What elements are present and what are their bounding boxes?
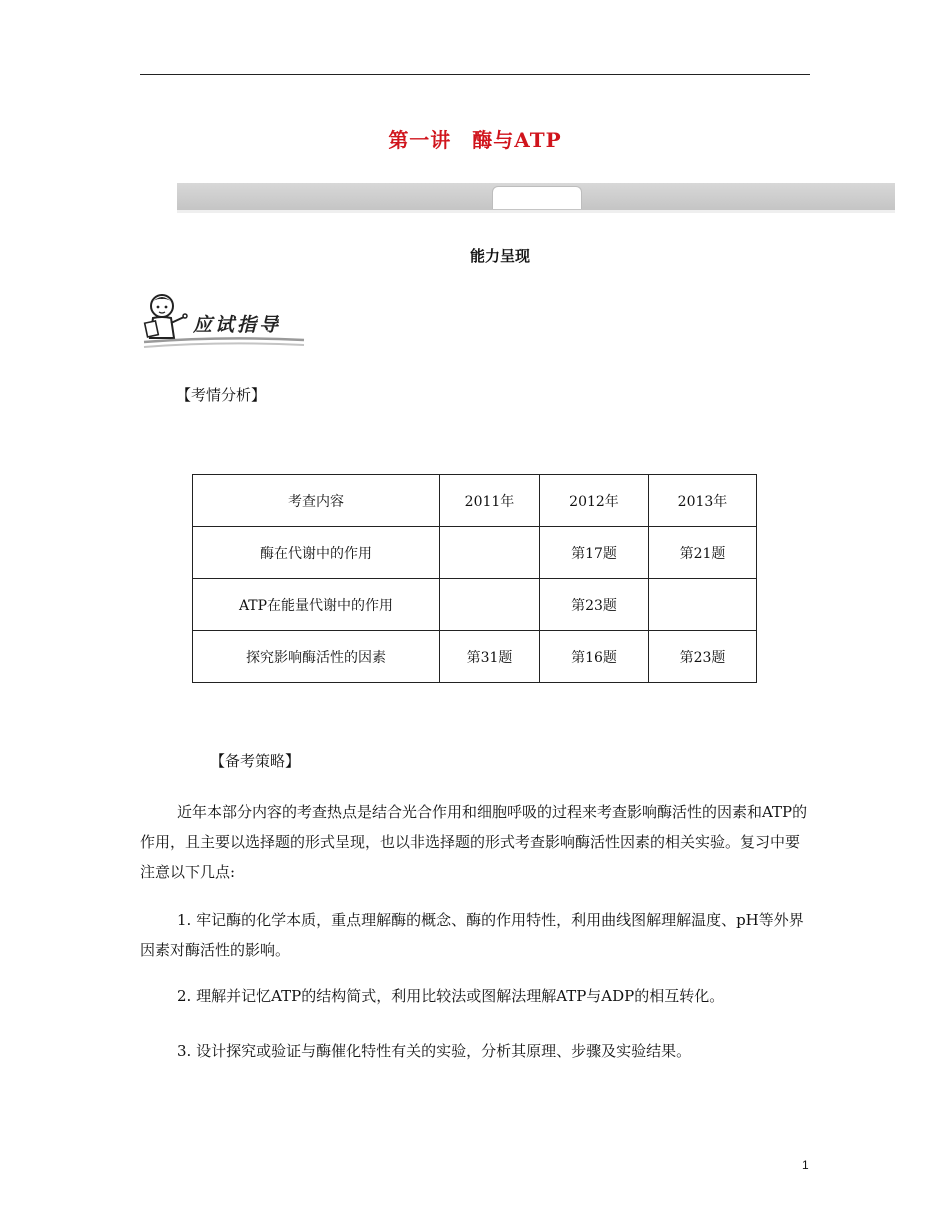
table-header-cell: 考查内容 [193, 475, 440, 527]
table-cell [440, 527, 540, 579]
table-cell: 第23题 [649, 631, 757, 683]
table-header-cell: 2012年 [540, 475, 649, 527]
section-banner-line [177, 210, 895, 213]
table-cell: 探究影响酶活性的因素 [193, 631, 440, 683]
table-header-row [193, 475, 757, 527]
header-rule [140, 74, 810, 75]
table-cell: 第23题 [540, 579, 649, 631]
table-cell: 第21题 [649, 527, 757, 579]
section-heading: 能力呈现 [469, 247, 530, 265]
study-tip: 1. 牢记酶的化学本质，重点理解酶的概念、酶的作用特性，利用曲线图解理解温度、pH等外界因素对酶活性的影响。 [140, 911, 804, 959]
table-row [193, 579, 757, 631]
table-header-cell: 2011年 [440, 475, 540, 527]
table-row [193, 631, 757, 683]
intro-paragraph: 近年本部分内容的考查热点是结合光合作用和细胞呼吸的过程来考查影响酶活性的因素和ATP的作用，且主要以选择题的形式呈现，也以非选择题的形式考查影响酶活性因素的相关实验。复习中要注意以下几点: [140, 803, 808, 881]
table-cell: ATP在能量代谢中的作用 [193, 579, 440, 631]
table-cell: 第31题 [440, 631, 540, 683]
table-cell [649, 579, 757, 631]
exam-analysis-table [192, 474, 757, 683]
table-row [193, 527, 757, 579]
study-tip: 3. 设计探究或验证与酶催化特性有关的实验，分析其原理、步骤及实验结果。 [177, 1042, 692, 1060]
strategy-heading: 【备考策略】 [210, 752, 301, 770]
table-cell: 第16题 [540, 631, 649, 683]
analysis-heading: 【考情分析】 [176, 386, 267, 404]
page-number: 1 [802, 1158, 809, 1172]
table-header-cell: 2013年 [649, 475, 757, 527]
table-cell: 第17题 [540, 527, 649, 579]
guide-label: 应试指导 [193, 314, 282, 336]
section-banner-tab [492, 186, 582, 209]
lecture-title: 第一讲 酶与ATP [388, 128, 562, 152]
table-cell [440, 579, 540, 631]
study-tip: 2. 理解并记忆ATP的结构简式，利用比较法或图解法理解ATP与ADP的相互转化。 [177, 987, 725, 1005]
table-cell: 酶在代谢中的作用 [193, 527, 440, 579]
